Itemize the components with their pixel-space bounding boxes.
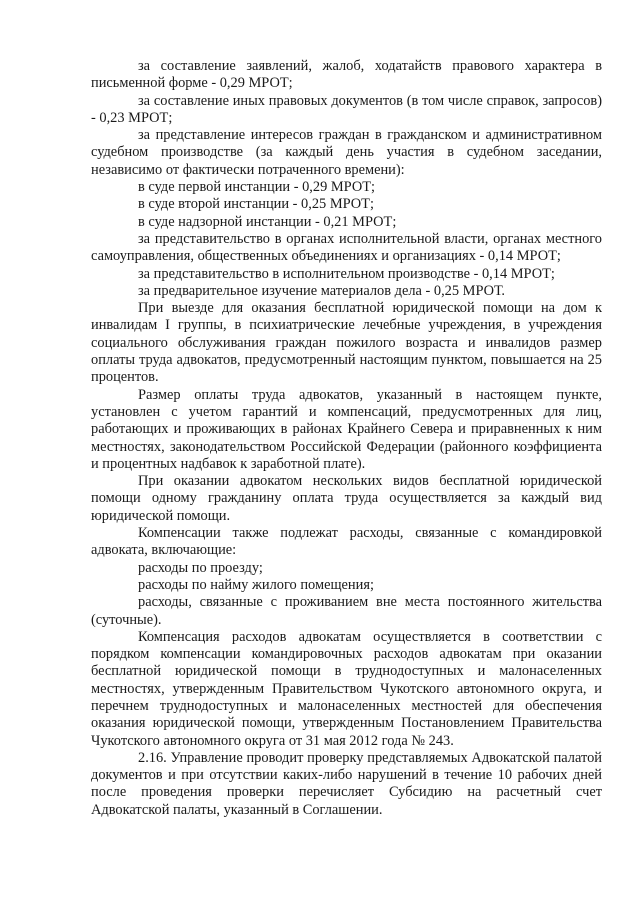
paragraph-executive-representation: за представительство в органах исполнительной власти, органах местного самоуправления, общественных объединениях и организациях - 0,14 МРОТ; xyxy=(91,230,602,265)
item-second-instance: в суде второй инстанции - 0,25 МРОТ; xyxy=(138,196,374,213)
paragraph-travel-compensation: Компенсации также подлежат расходы, связанные с командировкой адвоката, включающие: xyxy=(91,525,602,559)
paragraph-court-representation: за представление интересов граждан в гражданском и административном судебном производстве (за каждый день участия в судебном заседании, независимо от фактически потраченного времени): xyxy=(91,127,602,178)
paragraph-per-diem: расходы, связанные с проживанием вне места постоянного жительства (суточные). xyxy=(91,594,602,628)
document-page xyxy=(91,58,602,819)
item-supervisory-instance: в суде надзорной инстанции - 0,21 МРОТ; xyxy=(138,213,397,230)
paragraph-home-visit-increase: При выезде для оказания бесплатной юридической помощи на дом к инвалидам I группы, в психиатрические лечебные учреждения, в учреждения социального обслуживания граждан пожилого возраста и инвалидов размер оплаты труда адвокатов, предусмотренный настоящим пунктом, повышается на 25 процентов. xyxy=(91,300,602,386)
paragraph-multiple-services: При оказании адвокатом нескольких видов бесплатной юридической помощи одному гражданину оплата труда осуществляется за каждый вид юридической помощи. xyxy=(91,473,602,524)
item-enforcement-proceedings: за представительство в исполнительном производстве - 0,14 МРОТ; xyxy=(138,265,555,282)
paragraph-compensation-procedure: Компенсация расходов адвокатам осуществляется в соответствии с порядком компенсации командировочных расходов адвокатам при оказании бесплатной юридической помощи в труднодоступных и малонаселенных местностях, утвержденным Правительством Чукотского автономного округа, и перечнем труднодоступных и малонаселенных местностей для обеспечения оказания юридической помощи, утвержденным Постановлением Правительства Чукотского автономного округа от 31 мая 2012 года № 243. xyxy=(91,628,602,749)
item-case-study: за предварительное изучение материалов дела - 0,25 МРОТ. xyxy=(138,282,505,299)
item-housing-expenses: расходы по найму жилого помещения; xyxy=(138,576,374,593)
item-first-instance: в суде первой инстанции - 0,29 МРОТ; xyxy=(138,179,376,196)
paragraph-section-2-16: 2.16. Управление проводит проверку представляемых Адвокатской палатой документов и при отсутствии каких-либо нарушений в течение 10 рабочих дней после проведения проверки перечисляет Субсидию на расчетный счет Адвокатской палаты, указанный в Соглашении. xyxy=(91,749,602,818)
paragraph-other-documents-fee: за составление иных правовых документов (в том числе справок, запросов) - 0,23 МРОТ; xyxy=(91,92,602,126)
paragraph-guarantees-compensations: Размер оплаты труда адвокатов, указанный в настоящем пункте, установлен с учетом гарантий и компенсаций, предусмотренных для лиц, работающих и проживающих в районах Крайнего Севера и приравненных к ним местностях, законодательством Российской Федерации (районного коэффициента и процентных надбавок к заработной плате). xyxy=(91,386,602,472)
item-travel-expenses: расходы по проезду; xyxy=(138,559,263,576)
paragraph-applications-fee: за составление заявлений, жалоб, ходатайств правового характера в письменной форме - 0,29 МРОТ; xyxy=(91,58,602,92)
